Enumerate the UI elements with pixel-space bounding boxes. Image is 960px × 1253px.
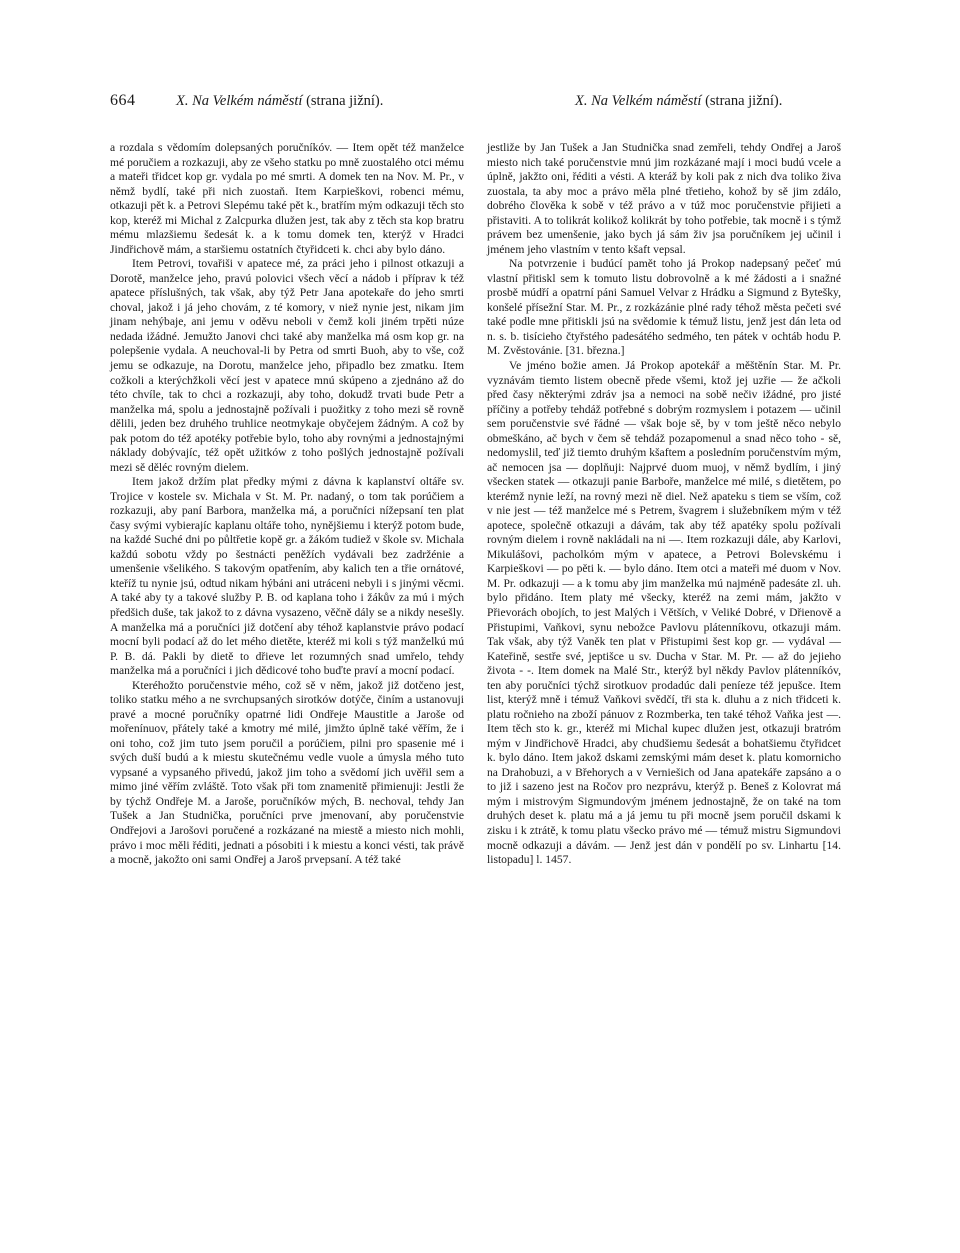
left-text-column [110, 141, 464, 868]
right-running-head-title: X. Na Velkém náměstí [575, 93, 702, 109]
page-number: 664 [110, 92, 136, 109]
left-paragraph-1: a rozdala s vědomím dolepsaných poručníkóv. — Item opět též manželce mé poručiem a rozkazuji, aby ze všeho statku po mně zuostalého otci mému a mateři třidcet kop gr. vydala po mé smrti. A domek ten na Nov. M. Pr., v němž bydlí, také při nich zuostaň. Item Karpieškovi, robenci mému, otkazuji pět k. a Petrovi Slepému také pět k., bratřím mým odkazuji těch sto kop, kteréž mi Michal z Zalcpurka dlužen jest, tak aby z těch sta kop bratru mému mlazšiemu šedesát k. a k tomu domek ten, kterýž v Hradci Jindřichově mám, a staršiemu ostatních čtyřidceti k. chci aby bylo dáno. [110, 141, 464, 256]
left-running-head-suffix: (strana jižní). [306, 93, 384, 109]
left-running-head [176, 93, 383, 110]
right-paragraph-2: Na potvrzenie i budúcí pamět toho já Prokop nadepsaný pečeť mú vlastní přitiskl sem k tomuto listu dobrovolně a k mé žádosti a i snažné prosbě múdří a opatrní páni Samuel Velvar z Hrádku a Sigmund z Bytešky, konšelé přísežní Star. M. Pr., z rozkázánie plné rady téhož města pečeti své také podle mne přitiskli jsú na svědomie k témuž listu, jenž jest dán leta od n. s. b. tisícieho čtyřstého padesátého sedmého, ten pátek v ochtáb hodu P. M. Zvěstovánie. [31. března.] [487, 257, 841, 358]
running-header [110, 92, 810, 114]
right-paragraph-1: jestliže by Jan Tušek a Jan Studnička snad zemřeli, tehdy Ondřej a Jaroš miesto nich také poručenstvie mnú jim rozkázané mají i moci budú vcele a úplně, jakžto oni, řéditi a vésti. A kteráž by koli pak z nich dva toliko živa zuostala, ta aby moc a právo měla plné třetieho, kohož by sě jim zdálo, dobrého člověka k sobě v též právo a v túž moc poručenstvie přijieti a přistaviti. A to tolikrát kolikož kolikrát by toho potřebie, tak mocně i s týmž právem bez umenšenie, jako bych já sám živ jsa poručníkem jej učinil i jménem jeho vlastním v tento kšaft vepsal. [487, 141, 841, 256]
right-text-column [487, 141, 841, 868]
right-paragraph-3: Ve jméno božie amen. Já Prokop apotekář a měštěnín Star. M. Pr. vyznávám tiemto listem obecně přede všemi, ktož jej uzřie — že ačkoli před časy některými zdráv jsa a nemoci na sobě nečiv ižádné, pro jisté příčiny a potřeby tehdáž potřebné s dobrým rozmyslem i potazem — učinil sem poručenstvie své řádné — však boje sě, by v tom ještě něco nebylo obmeškáno, ač bych v čem sě tehdáž pozapomenul a snad něco toho - sě, nedomyslil, teď již tiemto druhým kšaftem a posledním poručenstvím mým, ač nemocen jsa — doplňuji: Najprvé duom muoj, v němž bydlím, i jiný všecken statek — otkazuji panie Barboře, manželce mé milé, s dietětem, po kterémž nynie leží, na rovný mezi ně diel. Než apateku s tiem se vším, což v nie jest — též manželce mé s Petrem, švagrem i služebníkem mým v též apotece, společně otkazuji a dávám, tak aby též apatéky spolu požívali rovným dielem i rovně nakládali na ni —. Item rozkazuji dále, aby Karlovi, Mikulášovi, pacholkóm mým v apatece, a Petrovi Bolevskému i Karpieškovi — po pěti k. — bylo dáno. Item otci a mateři mé duom v Nov. M. Pr. odkazuji — a k tomu aby jim manželka mú najméně padesáte zl. uh. bylo přidáno. Item platy mé všecky, kteréž na zemi mám, jakžto v Přievorách obojích, to jest Malých i Větších, v Veliké Dobré, v Dřienově a Přistupimi, Vaňkovi, synu nebožce Pavlovu plátenníkovu, otkazuji mám. Tak však, aby týž Vaněk ten plat v Přistupimi šest kop gr. — vydával — Kateřině, sestře své, jeptišce u sv. Ducha v Star. M. Pr. — až do jejieho života - -. Item domek na Malé Str., kterýž byl někdy Pavlov plátenníkóv, ten aby poručníci týchž sirotkuov prodadúc dali peníeze též jepušce. Item list, kterýž mně i témuž Vaňkovi svědčí, tři sta k. dluhu a z nich třidceti k. platu ročnieho na zboží pánuov z Rozmberka, ten také téhož Vaňka jest —. Item těch sto k. gr., kteréž mi Michal kupec dlužen jest, otkazuji bratróm mým v Jindřichově Hradci, aby chudšiemu šedesát a bohatšiemu čtyřidcet k. bylo dáno. Item jakož dskami zemskými mám deset k. platu komornicho na Drahobuzi, a v Břehorych a v Verniešich od Jana apatekáře zapsáno a o to již i sazeno jest na Ročov pro nezprávu, kterýž p. Beneš z Kolovrat má mým i mistrovým Sigmundovým jménem jednostajně, že on také na tom druhých deset k. platu má a já jemu tu při mocně jsem poručil dskami k zisku i k ztrátě, k tomu platu všecko právo mé — témuž mistru Sigmundovi mocně odkazuji a dávám. — Jenž jest dán v pondělí po sv. Linhartu [14. listopadu] l. 1457. [487, 358, 841, 867]
right-running-head-suffix: (strana jižní). [705, 93, 783, 109]
right-running-head [575, 93, 782, 110]
left-running-head-title: X. Na Velkém náměstí [176, 93, 303, 109]
left-paragraph-4: Kteréhožto poručenstvie mého, což sě v něm, jakož již dotčeno jest, toliko statku mého a ne svrchupsaných sirotków dotýče, činím a ustanovuji pravé a mocné poručníky opatrné lidi Ondřeje Maustitle a Jaroše od mořenínuov, přátely také a kmotry mé milé, jimžto úplně také věřím, že i oni toho, což jim tuto jsem poručil a porúčiem, pilni pro spasenie mé i svých duší budú a k miestu skutečnému vedle vuole a úmysla mého tuto vypsané a vypsaného přivedú, jakož jim toho a svědomí jich uvěřil sem a mimo jiné věřím zvláště. Toto však při tom znamenitě přimienuji: Jestli že by týchž Ondřeje M. a Jaroše, poručníków mých, B. nechoval, tehdy Jan Tušek a Jan Studnička, poručníci prve jmenovaní, aby poručenstvie Ondřejovi a Jarošovi poručené a rozkázané na miestě a miesto nich mohli, právo i moc měli řéditi, jednati a pósobiti i k miestu a konci vésti, tak právě a mocně, jakožto oni sami Ondřej a Jaroš prvepsaní. A též také [110, 678, 464, 867]
left-paragraph-2: Item Petrovi, tovařiši v apatece mé, za práci jeho i pilnost otkazuji a Dorotě, manželce jeho, pravú polovici všech věcí a nádob i příprav k též apatece příslušných, tak však, aby týž Petr Jana apotekaře do jeho smrti choval, jakož i já jeho chovám, z té komory, v niež nynie jest, nikam jim jinam nehýbaje, ani jemu v oděvu neboli v čemž koli jiném trpěti núze nedada ižádné. Jemužto Janovi chci také aby manželka má osm kop gr. na polepšenie vydala. A neuchoval-li by Petra od smrti Buoh, aby to vše, což jemu se odkazuje, na Dorotu, manželce jeho, připadlo bez zmatku. Item cožkoli a kterýchžkoli věcí jest v apatece mnú skúpeno a zjednáno až do této chvíle, tak to chci a rozkazuji, aby toho, dokudž trvati bude Petr a manželka má, spolu a jednostajně požívali i puožitky z toho mezi sě rovně dělili, jeden bez druhého truhlice neotmykaje obyčejem žádným. A což by pak potom do též apotéky potřebie bylo, toho aby rovnými a jednostajnými náklady dobývajíc, též opět užitków z toho pošlých jednostajně požívali mezi sě děléc rovným dielem. [110, 257, 464, 474]
left-paragraph-3: Item jakož držím plat předky mými z dávna k kaplanství oltáře sv. Trojice v kostele sv. Michala v St. M. Pr. nadaný, o tom tak porúčiem a rozkazuji, aby paní Barbora, manželka má, a poručníci nížepsaní ten plat časy svými vybierajíc kaplanu oltáře toho, nynějšiemu i kterýž potom bude, na každé Suché dni po půltřetie kopě gr. a žákóm tudiež v škole sv. Michala každú sobotu vždy po šestnácti peněžích vydávali bez zadržénie a umenšenie všelikého. S takovým opatřením, aby kalich ten a třie ornátové, kteříž tu nynie jsú, odtud nikam hýbáni ani utráceni nebyli i s jinými věcmi. A také aby ty a takové služby P. B. od kaplana toho i žákův za mú i mých předšich duše, tak jakož to z dávna vysazeno, věčně dály se a nikdy nesešly. A manželka má a poručníci již dotčení aby téhož kaplanstvie právo podací mocní byli podací až do let mého dietěte, kteréž mi koli s týž manželkú mú P. B. dá. Pakli by dietě to dřieve let rozumných snad umřelo, tehdy manželka má a poručníci i jich dědicové toho buďte praví a mocní podací. [110, 475, 464, 678]
